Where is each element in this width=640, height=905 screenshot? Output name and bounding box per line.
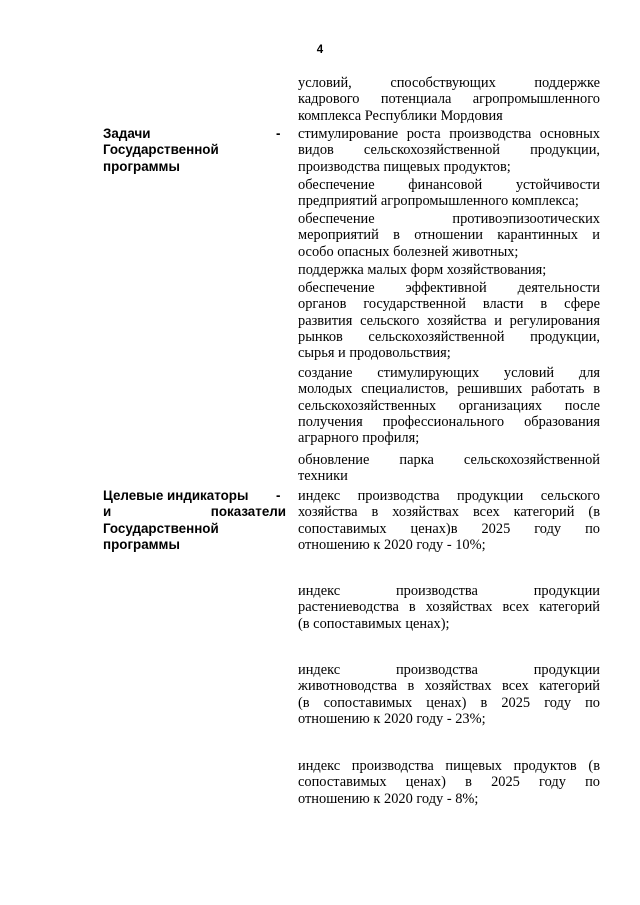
paragraph-financial-stability	[298, 177, 600, 210]
text-line: техники	[298, 468, 348, 485]
indicators-heading-line: Целевые индикаторы	[103, 488, 249, 503]
text-line: предприятий агропромышленного комплекса;	[298, 193, 579, 210]
indicator-food-index	[298, 758, 600, 807]
text-line: рынков сельскохозяйственной продукции,	[298, 328, 600, 345]
tasks-heading	[103, 126, 286, 175]
text-line: индекс производства продукции сельского	[298, 488, 600, 504]
text-line: индекс производства пищевых продуктов (в	[298, 758, 600, 774]
text-line: отношению к 2020 году - 23%;	[298, 710, 486, 727]
tasks-heading-line: Государственной	[103, 142, 219, 158]
tasks-heading-line: программы	[103, 158, 180, 174]
text-line: условий, способствующих поддержке	[298, 75, 600, 91]
text-line: (в сопоставимых ценах);	[298, 615, 450, 632]
tasks-dash: -	[276, 126, 281, 141]
text-line: комплекса Республики Мордовия	[298, 107, 503, 124]
text-line: обновление парка сельскохозяйственной	[298, 452, 600, 468]
indicator-agriculture-index	[298, 488, 600, 553]
indicator-crop-index	[298, 583, 600, 632]
paragraph-government-bodies	[298, 280, 600, 361]
indicators-heading	[103, 488, 286, 553]
text-line: (в сопоставимых ценах) в 2025 году по	[298, 694, 600, 711]
indicators-heading-line: и показатели	[103, 504, 286, 520]
text-line: отношению к 2020 году - 10%;	[298, 536, 486, 553]
text-line: стимулирование роста производства основных	[298, 126, 600, 142]
paragraph-young-specialists	[298, 365, 600, 446]
text-line: производства пищевых продуктов;	[298, 158, 511, 175]
text-line: обеспечение эффективной деятельности	[298, 280, 600, 296]
text-line: сырья и продовольствия;	[298, 345, 451, 362]
page-number: 4	[316, 44, 324, 56]
text-line: поддержка малых форм хозяйствования;	[298, 262, 547, 278]
text-line: органов государственной власти в сфере	[298, 296, 600, 313]
text-line: индекс производства продукции	[298, 662, 600, 678]
text-line: аграрного профиля;	[298, 430, 420, 447]
text-line: развития сельского хозяйства и регулирования	[298, 312, 600, 329]
text-line: особо опасных болезней животных;	[298, 243, 519, 260]
paragraph-hr-conditions	[298, 75, 600, 124]
text-line: мероприятий в отношении карантинных и	[298, 227, 600, 244]
text-line: создание стимулирующих условий для	[298, 365, 600, 381]
indicator-livestock-index	[298, 662, 600, 727]
text-line: сопоставимых ценах) в 2025 году по	[298, 774, 600, 791]
paragraph-small-farms	[298, 262, 600, 278]
text-line: растениеводства в хозяйствах всех категорий	[298, 599, 600, 616]
text-line: молодых специалистов, решивших работать в	[298, 381, 600, 398]
text-line: обеспечение финансовой устойчивости	[298, 177, 600, 193]
text-line: индекс производства продукции	[298, 583, 600, 599]
indicators-heading-line: Государственной	[103, 520, 219, 536]
text-line: кадрового потенциала агропромышленного	[298, 91, 600, 108]
text-line: видов сельскохозяйственной продукции,	[298, 142, 600, 159]
text-line: животноводства в хозяйствах всех категорий	[298, 678, 600, 695]
indicators-dash: -	[276, 488, 281, 503]
text-line: сельскохозяйственных организациях после	[298, 397, 600, 414]
text-line: сопоставимых ценах)в 2025 году по	[298, 520, 600, 537]
paragraph-machinery-renewal	[298, 452, 600, 485]
indicators-heading-line: программы	[103, 536, 180, 552]
paragraph-anti-epizootic	[298, 211, 600, 260]
text-line: отношению к 2020 году - 8%;	[298, 790, 479, 807]
paragraph-production-growth	[298, 126, 600, 175]
tasks-heading-line: Задачи	[103, 126, 151, 141]
text-line: получения профессионального образования	[298, 413, 600, 430]
text-line: обеспечение противоэпизоотических	[298, 211, 600, 227]
text-line: хозяйства в хозяйствах всех категорий (в	[298, 504, 600, 521]
